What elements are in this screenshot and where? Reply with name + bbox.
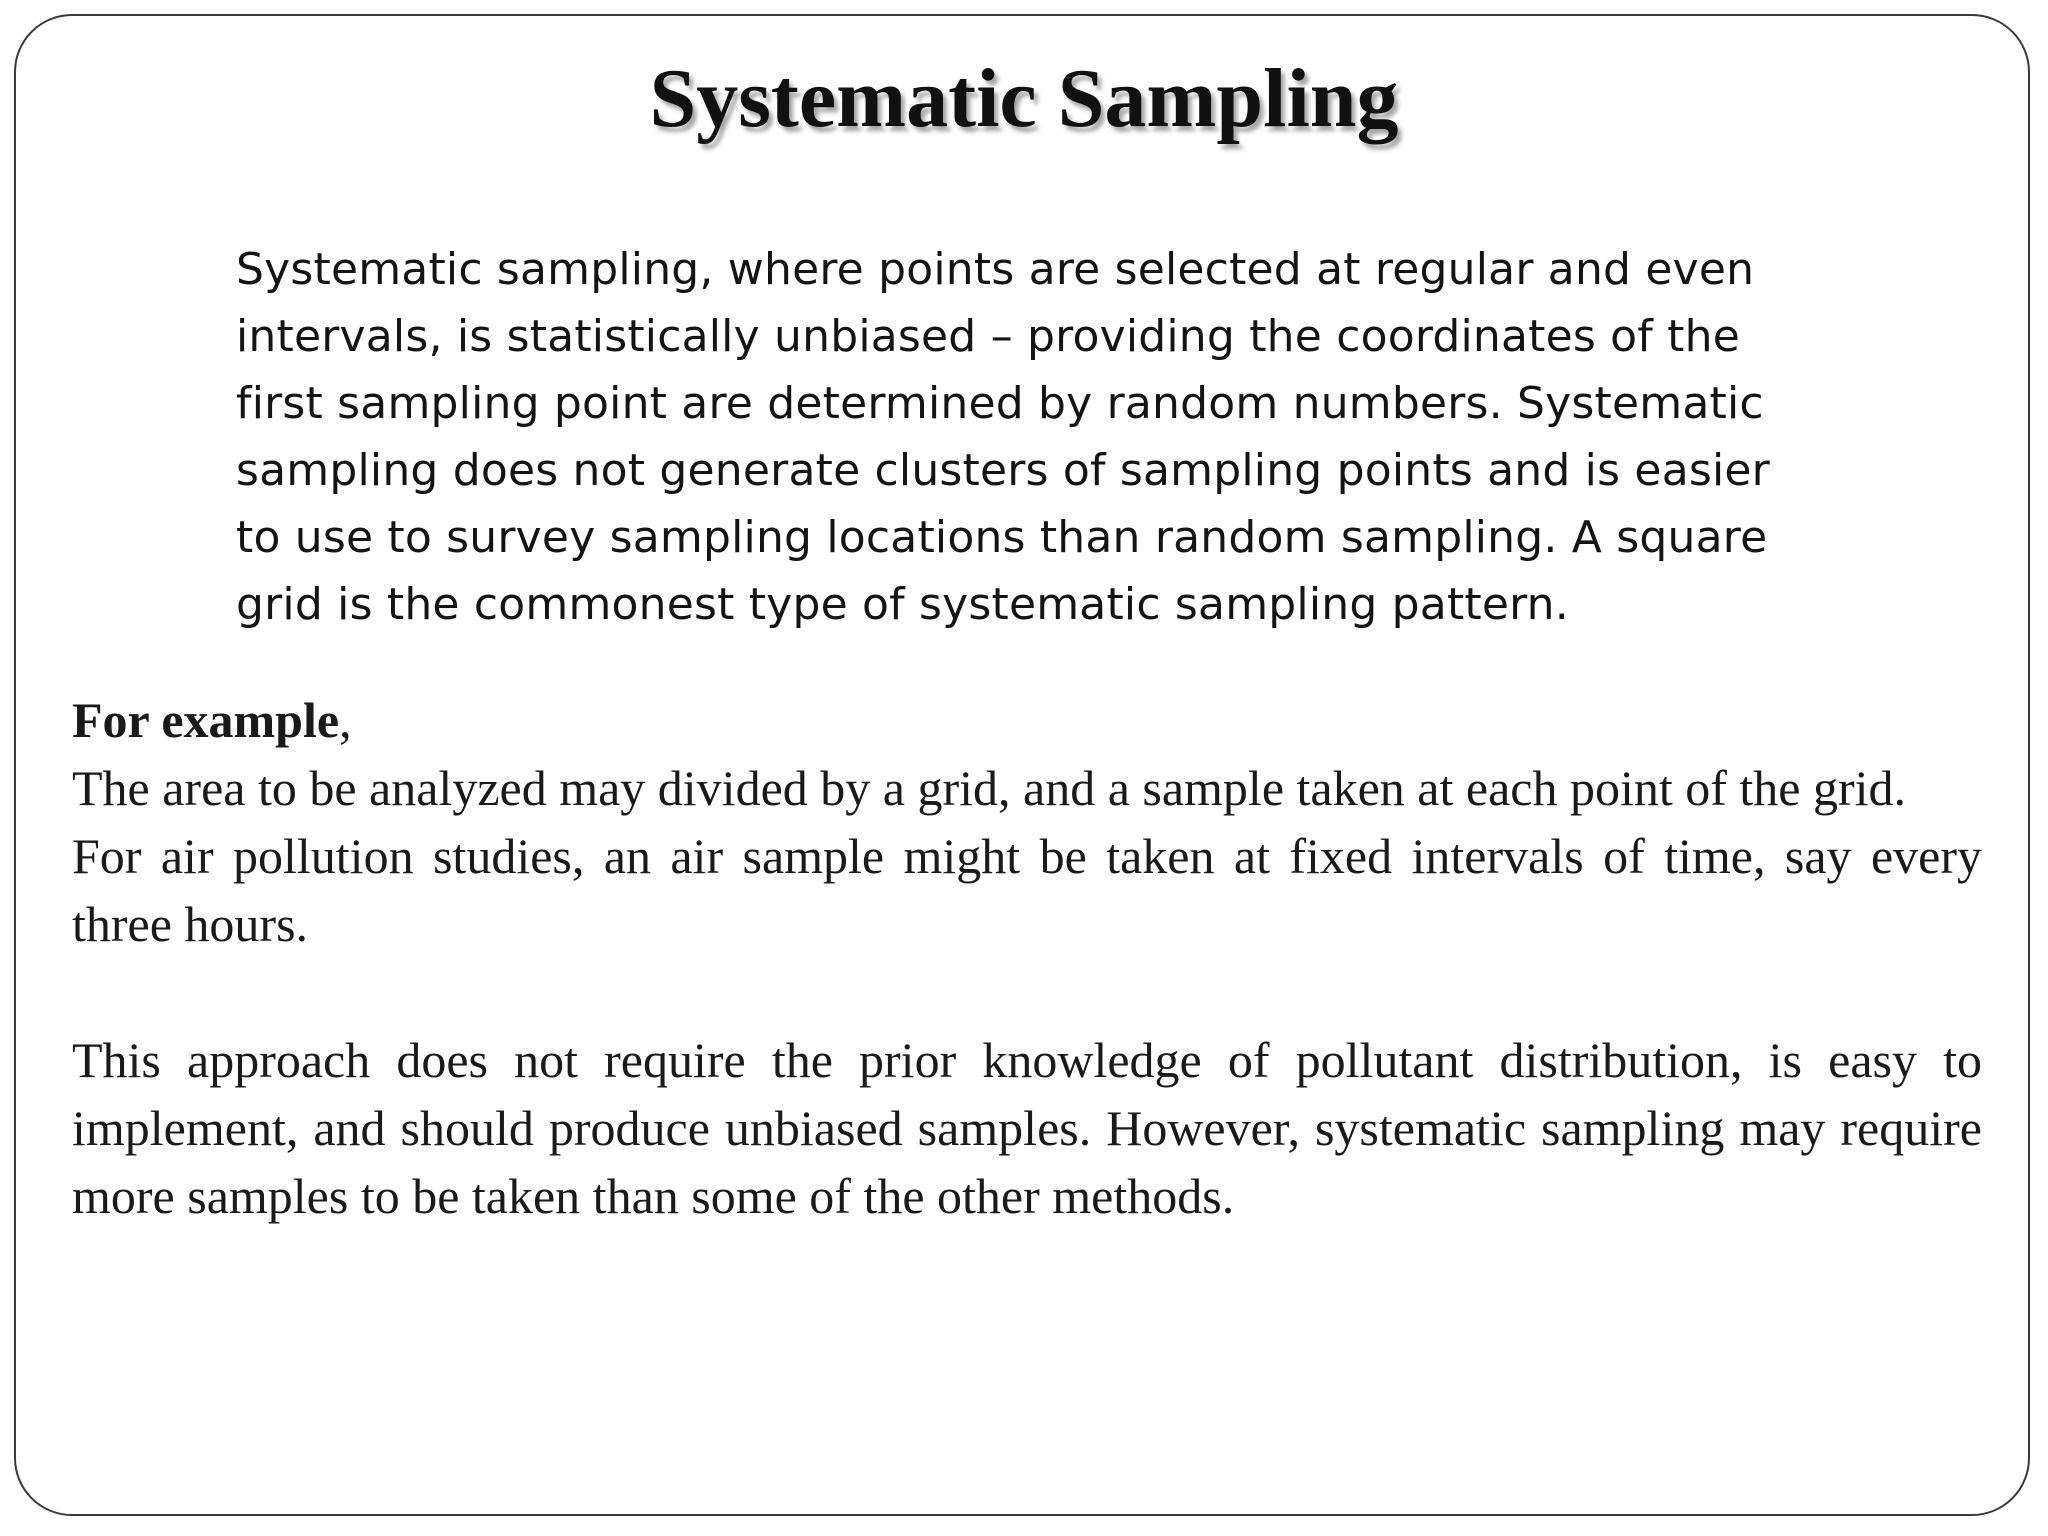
excerpt-line: first sampling point are determined by random numbers. Systematic xyxy=(236,378,1764,429)
scanned-excerpt xyxy=(236,236,1836,656)
excerpt-line: sampling does not generate clusters of sampling points and is easier xyxy=(236,445,1770,496)
paragraph-approach: This approach does not require the prior knowledge of pollutant distribution, is easy to implement, and should produce unbiased samples. However, systematic sampling may require more samples to be taken than some of the other methods. xyxy=(72,1032,1982,1224)
excerpt-line: grid is the commonest type of systematic sampling pattern. xyxy=(236,579,1569,630)
example-heading-line xyxy=(72,686,1982,754)
slide-title: Systematic Sampling xyxy=(649,52,1399,145)
excerpt-line: to use to survey sampling locations than random sampling. A square xyxy=(236,512,1768,563)
example-heading: For example xyxy=(72,692,340,748)
example-heading-punct: , xyxy=(339,692,352,748)
paragraph-grid: The area to be analyzed may divided by a grid, and a sample taken at each point of the grid. xyxy=(72,760,1907,816)
excerpt-line: Systematic sampling, where points are selected at regular and even xyxy=(236,244,1755,295)
excerpt-line: intervals, is statistically unbiased – providing the coordinates of the xyxy=(236,311,1740,362)
paragraph-air-pollution: For air pollution studies, an air sample might be taken at fixed intervals of time, say every three hours. xyxy=(72,828,1982,952)
body-text xyxy=(72,686,1982,1230)
paragraph-spacer xyxy=(72,958,1982,1026)
